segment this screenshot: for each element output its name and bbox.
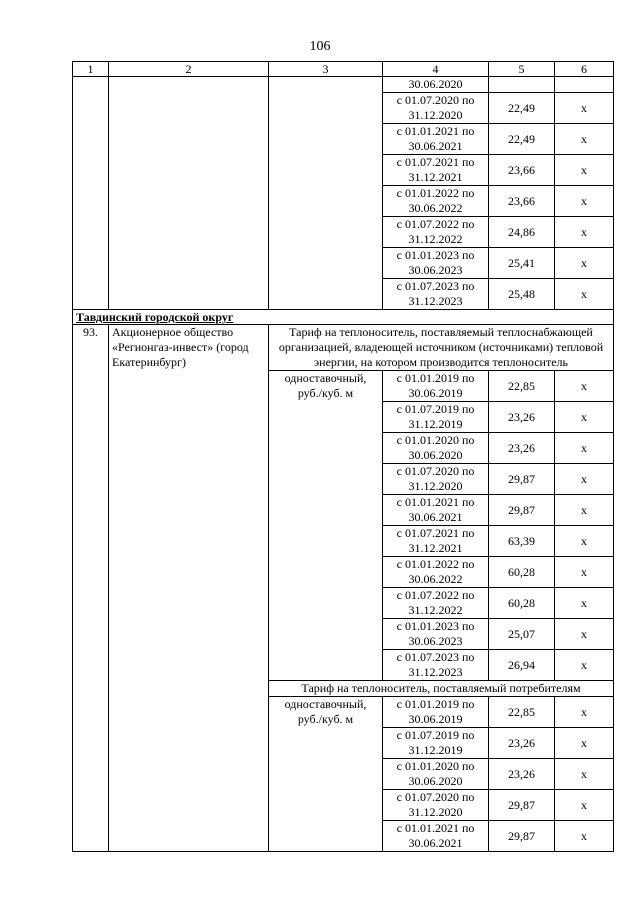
tariff-value-cell: 29,87: [489, 464, 555, 495]
tariff-title: Тариф на теплоноситель, поставляемый потребителям: [269, 681, 614, 697]
period-cell: с 01.01.2021 по 30.06.2021: [383, 495, 489, 526]
mark-cell: х: [555, 217, 614, 248]
tariff-type: одноставочный, руб./куб. м: [269, 697, 383, 852]
mark-cell: х: [555, 495, 614, 526]
column-number: 3: [269, 62, 383, 77]
organization-name: Акционерное общество «Регионгаз-инвест» (город Екатеринбург): [109, 325, 269, 852]
tariff-value-cell: 60,28: [489, 588, 555, 619]
period-cell: с 01.07.2020 по 31.12.2020: [383, 93, 489, 124]
mark-cell: х: [555, 557, 614, 588]
tariff-value-cell: 22,85: [489, 697, 555, 728]
period-cell: с 01.07.2022 по 31.12.2022: [383, 588, 489, 619]
section-row: [73, 310, 614, 325]
tariff-type-cell: [269, 77, 383, 310]
mark-cell: х: [555, 759, 614, 790]
mark-cell: х: [555, 124, 614, 155]
period-cell: с 01.07.2021 по 31.12.2021: [383, 526, 489, 557]
column-number: 1: [73, 62, 109, 77]
column-number-row: [73, 62, 614, 77]
period-cell: с 01.01.2019 по 30.06.2019: [383, 371, 489, 402]
tariff-value-cell: 26,94: [489, 650, 555, 681]
tariff-table-body: [73, 62, 614, 852]
column-number: 4: [383, 62, 489, 77]
tariff-type: одноставочный, руб./куб. м: [269, 371, 383, 681]
tariff-value-cell: 23,26: [489, 433, 555, 464]
tariff-value-cell: 22,49: [489, 93, 555, 124]
mark-cell: х: [555, 821, 614, 852]
table-row: [73, 77, 614, 93]
mark-cell: х: [555, 728, 614, 759]
section-title: Тавдинский городской округ: [73, 310, 614, 325]
tariff-title: Тариф на теплоноситель, поставляемый теплоснабжающей организацией, владеющей источником (источниками) тепловой энергии, на котором производится теплоноситель: [269, 325, 614, 371]
tariff-value-cell: 23,66: [489, 186, 555, 217]
mark-cell: х: [555, 433, 614, 464]
tariff-value-cell: 23,66: [489, 155, 555, 186]
period-cell: с 01.01.2020 по 30.06.2020: [383, 759, 489, 790]
period-cell: с 01.01.2021 по 30.06.2021: [383, 821, 489, 852]
page-number: 106: [309, 39, 331, 54]
tariff-table: [72, 61, 614, 852]
mark-cell: [555, 77, 614, 93]
tariff-value-cell: 23,26: [489, 759, 555, 790]
entry-number: 93.: [73, 325, 109, 852]
period-cell: с 01.01.2022 по 30.06.2022: [383, 186, 489, 217]
mark-cell: х: [555, 464, 614, 495]
mark-cell: х: [555, 371, 614, 402]
period-cell: с 01.01.2023 по 30.06.2023: [383, 619, 489, 650]
mark-cell: х: [555, 790, 614, 821]
mark-cell: х: [555, 588, 614, 619]
tariff-value-cell: 25,41: [489, 248, 555, 279]
period-cell: с 01.07.2020 по 31.12.2020: [383, 790, 489, 821]
number-cell: [73, 77, 109, 310]
period-cell: с 01.01.2022 по 30.06.2022: [383, 557, 489, 588]
period-cell: с 01.07.2023 по 31.12.2023: [383, 650, 489, 681]
period-cell: с 01.07.2019 по 31.12.2019: [383, 728, 489, 759]
mark-cell: х: [555, 93, 614, 124]
tariff-value-cell: 29,87: [489, 821, 555, 852]
table-row: [73, 325, 614, 371]
organization-cell: [109, 77, 269, 310]
mark-cell: х: [555, 526, 614, 557]
mark-cell: х: [555, 279, 614, 310]
tariff-value-cell: 29,87: [489, 790, 555, 821]
tariff-value-cell: 24,86: [489, 217, 555, 248]
tariff-value-cell: [489, 77, 555, 93]
period-cell: с 01.07.2021 по 31.12.2021: [383, 155, 489, 186]
tariff-value-cell: 23,26: [489, 402, 555, 433]
mark-cell: х: [555, 155, 614, 186]
period-cell: с 01.01.2020 по 30.06.2020: [383, 433, 489, 464]
column-number: 2: [109, 62, 269, 77]
period-cell: с 01.07.2019 по 31.12.2019: [383, 402, 489, 433]
period-cell: с 01.07.2020 по 31.12.2020: [383, 464, 489, 495]
period-cell: 30.06.2020: [383, 77, 489, 93]
tariff-value-cell: 25,48: [489, 279, 555, 310]
mark-cell: х: [555, 186, 614, 217]
period-cell: с 01.01.2019 по 30.06.2019: [383, 697, 489, 728]
column-number: 6: [555, 62, 614, 77]
tariff-value-cell: 22,49: [489, 124, 555, 155]
mark-cell: х: [555, 248, 614, 279]
column-number: 5: [489, 62, 555, 77]
period-cell: с 01.07.2023 по 31.12.2023: [383, 279, 489, 310]
mark-cell: х: [555, 697, 614, 728]
mark-cell: х: [555, 650, 614, 681]
tariff-value-cell: 60,28: [489, 557, 555, 588]
tariff-value-cell: 63,39: [489, 526, 555, 557]
tariff-value-cell: 25,07: [489, 619, 555, 650]
tariff-value-cell: 23,26: [489, 728, 555, 759]
mark-cell: х: [555, 619, 614, 650]
tariff-value-cell: 29,87: [489, 495, 555, 526]
mark-cell: х: [555, 402, 614, 433]
period-cell: с 01.01.2021 по 30.06.2021: [383, 124, 489, 155]
period-cell: с 01.07.2022 по 31.12.2022: [383, 217, 489, 248]
period-cell: с 01.01.2023 по 30.06.2023: [383, 248, 489, 279]
tariff-value-cell: 22,85: [489, 371, 555, 402]
